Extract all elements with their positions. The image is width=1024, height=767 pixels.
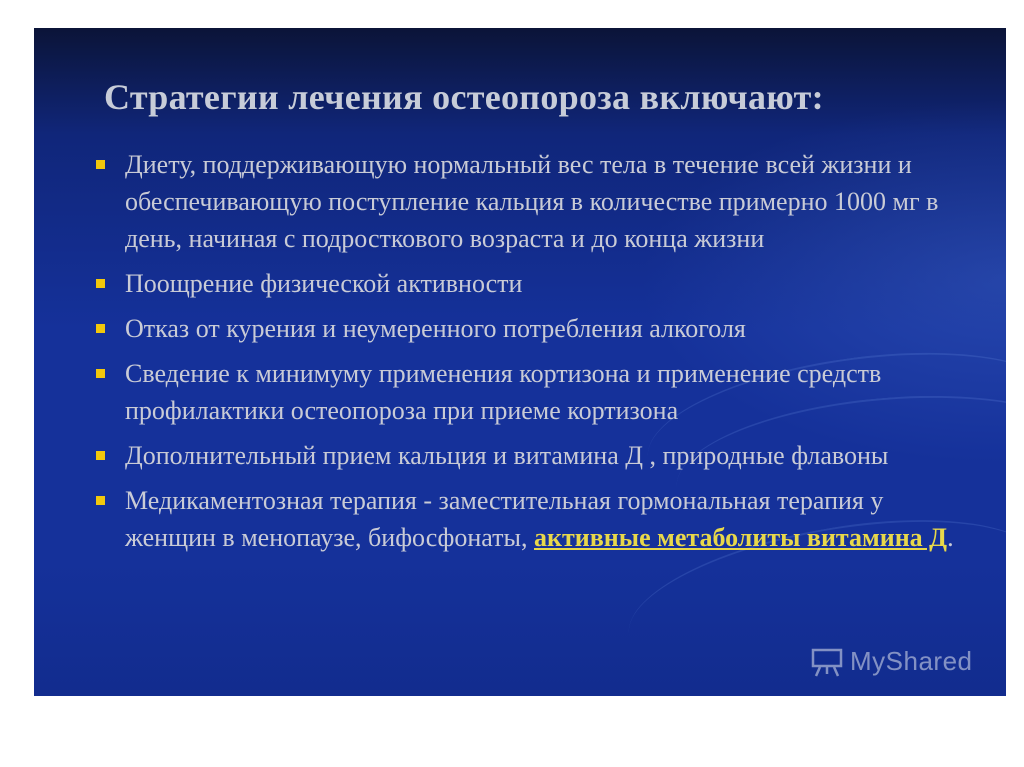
bullet-square-icon [96,451,105,460]
bullet-item-therapy [92,482,972,556]
bullet-text: Сведение к минимуму применения кортизона и применение средств профилактики остеопороза при приеме кортизона [125,359,882,425]
bullet-item-smoking [92,310,972,347]
bullet-square-icon [96,324,105,333]
bullet-square-icon [96,279,105,288]
bullet-item-cortisone [92,355,972,429]
presentation-board-icon [810,647,844,677]
bullet-text: Дополнительный прием кальция и витамина Д , природные флавоны [125,441,889,470]
bullet-text: Диету, поддерживающую нормальный вес тела в течение всей жизни и обеспечивающую поступление кальция в количестве примерно 1000 мг в день, начиная с подросткового возраста и до конца жизни [125,150,939,253]
watermark-text: MyShared [850,646,973,676]
bullet-text-end: . [947,523,954,552]
bullet-item-calcium [92,437,972,474]
bullet-list [92,146,972,564]
bullet-item-diet [92,146,972,257]
bullet-square-icon [96,496,105,505]
bullet-text: Отказ от курения и неумеренного потребления алкоголя [125,314,746,343]
bullet-item-activity [92,265,972,302]
bullet-square-icon [96,369,105,378]
slide [34,28,1006,696]
watermark [810,646,973,677]
slide-title: Стратегии лечения остеопороза включают: [104,77,824,117]
bullet-text: Медикаментозная терапия - заместительная гормональная терапия у женщин в менопаузе, бифосфонаты, [125,486,884,552]
bullet-square-icon [96,160,105,169]
bullet-text: Поощрение физической активности [125,269,523,298]
vitamin-d-metabolites-link[interactable]: активные метаболиты витамина Д [534,523,948,552]
